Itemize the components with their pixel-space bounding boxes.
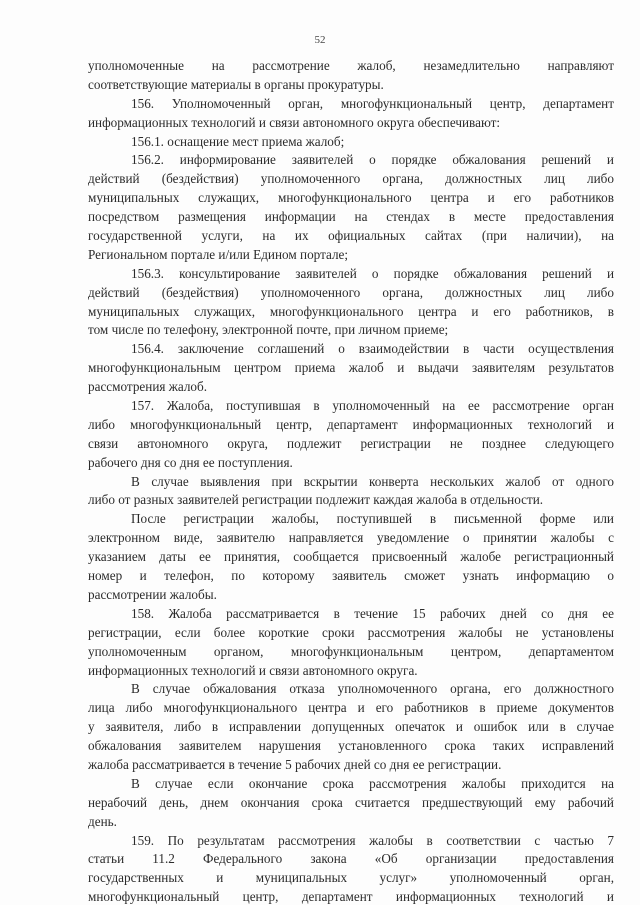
text-line: В случае выявления при вскрытии конверта нескольких жалоб от одного (131, 473, 614, 489)
text-line: многофункциональный центр, департамент информационных технологий и (88, 889, 614, 905)
text-line: либо от разных заявителей регистрации подлежит каждая жалоба в отдельности. (88, 492, 544, 508)
text-line: 156.3. консультирование заявителей о порядке обжалования решений и (131, 265, 614, 281)
text-line: 156.1. оснащение мест приема жалоб; (131, 133, 345, 149)
text-line: После регистрации жалобы, поступившей в письменной форме или (131, 511, 614, 527)
text-line: статьи 11.2 Федерального закона «Об организации предоставления (88, 851, 614, 867)
text-line: день. (88, 813, 117, 829)
text-line: 158. Жалоба рассматривается в течение 15 рабочих дней со дня ее (131, 605, 614, 621)
text-line: муниципальных служащих, многофункционального центра и его работников, в (88, 303, 614, 319)
text-line: государственных и муниципальных услуг» уполномоченный орган, (88, 870, 614, 886)
text-line: регистрации, если более короткие сроки рассмотрения жалобы не установлены (88, 624, 614, 640)
text-line: 156.4. заключение соглашений о взаимодействии в части осуществления (131, 341, 614, 357)
text-line: нерабочий день, днем окончания срока считается предшествующий ему рабочий (88, 794, 614, 810)
text-line: 159. По результатам рассмотрения жалобы в соответствии с частью 7 (131, 832, 614, 848)
page-number: 52 (314, 34, 326, 46)
text-line: указанием даты ее принятия, сообщается присвоенный жалобе регистрационный (88, 549, 614, 565)
text-line: электронном виде, заявителю направляется уведомление о принятии жалобы с (88, 530, 614, 546)
text-line: обжалования заявителем нарушения установленного срока таких исправлений (88, 738, 614, 754)
text-line: 156. Уполномоченный орган, многофункциональный центр, департамент (131, 95, 614, 111)
text-line: 157. Жалоба, поступившая в уполномоченный на ее рассмотрение орган (131, 398, 614, 414)
text-line: государственной услуги, на их официальных сайтах (при наличии), на (88, 228, 614, 244)
text-line: уполномоченным органом, многофункциональным центром, департаментом (88, 643, 614, 659)
text-line: муниципальных служащих, многофункционального центра и его работников (88, 190, 614, 206)
text-line: у заявителя, либо в исправлении допущенных опечаток и ошибок или в случае (88, 719, 614, 735)
text-line: многофункциональным центром приема жалоб и выдачи заявителям результатов (88, 360, 614, 376)
text-line: рассмотрения жалоб. (88, 379, 208, 395)
text-line: В случае если окончание срока рассмотрения жалобы приходится на (131, 775, 614, 791)
text-line: соответствующие материалы в органы прокуратуры. (88, 76, 384, 92)
text-line: информационных технологий и связи автономного округа. (88, 662, 418, 678)
text-line: том числе по телефону, электронной почте, при личном приеме; (88, 322, 449, 338)
text-line: 156.2. информирование заявителей о порядке обжалования решений и (131, 152, 614, 168)
document-body (88, 57, 614, 907)
text-line: Региональном портале и/или Едином портале; (88, 246, 349, 262)
text-line: В случае обжалования отказа уполномоченного органа, его должностного (131, 681, 614, 697)
text-line: уполномоченные на рассмотрение жалоб, незамедлительно направляют (88, 58, 614, 73)
text-line: информационных технологий и связи автономного округа обеспечивают: (88, 114, 501, 130)
text-line: рассмотрении жалобы. (88, 586, 217, 602)
text-line: лица либо многофункционального центра и его работников в приеме документов (88, 700, 614, 716)
text-line: действий (бездействия) уполномоченного органа, должностных лиц либо (88, 171, 614, 187)
text-line: номер и телефон, по которому заявитель сможет узнать информацию о (88, 568, 614, 584)
text-line: либо многофункциональный центр, департамент информационных технологий и (88, 416, 614, 432)
text-line: действий (бездействия) уполномоченного органа, должностных лиц либо (88, 284, 614, 300)
text-line: рабочего дня со дня ее поступления. (88, 454, 293, 470)
text-line: жалоба рассматривается в течение 5 рабочих дней со дня ее регистрации. (88, 756, 502, 772)
text-line: связи автономного округа, подлежит регистрации не позднее следующего (88, 435, 614, 451)
text-line: посредством размещения информации на стендах в месте предоставления (88, 209, 614, 225)
